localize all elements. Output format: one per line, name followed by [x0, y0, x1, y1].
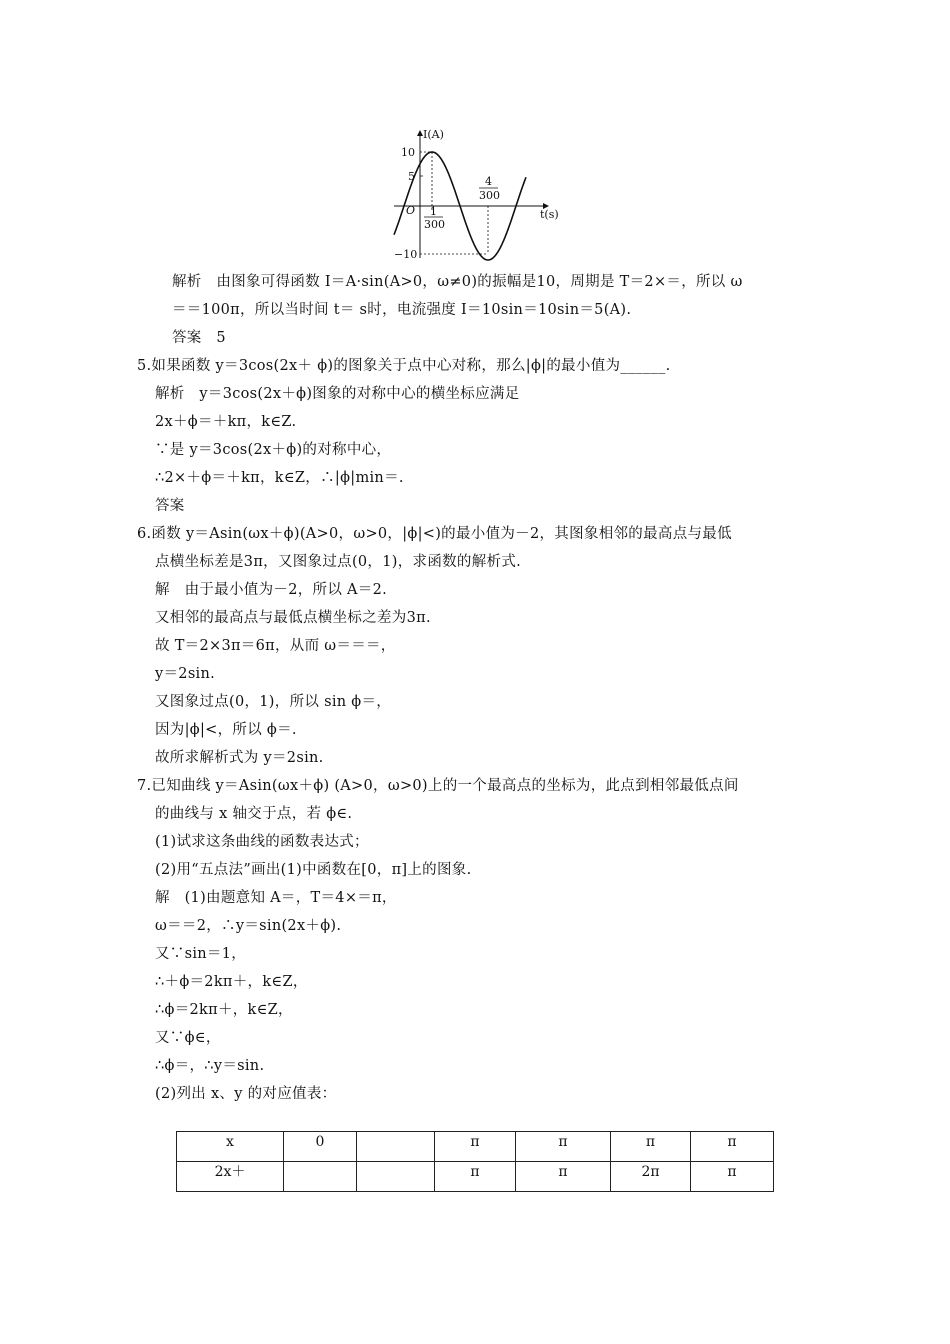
- text-line: 又图象过点(0，1)，所以 sin ϕ＝，: [155, 694, 392, 710]
- table-row: [177, 1162, 774, 1192]
- question-6: 6.函数 y＝Asin(ωx＋ϕ)(A>0，ω>0，|ϕ|<)的最小值为－2，其图象相邻的最高点与最低: [137, 526, 732, 542]
- text-line: 答案 5: [172, 330, 226, 346]
- x-mark-2-numerator: 4: [485, 175, 492, 188]
- text-line: 解析 y＝3cos(2x＋ϕ)图象的对称中心的横坐标应满足: [155, 386, 520, 402]
- text-line: ∴2×＋ϕ＝＋kπ，k∈Z，∴|ϕ|min＝.: [155, 470, 404, 486]
- text-line: 点横坐标差是3π，又图象过点(0，1)，求函数的解析式.: [155, 554, 522, 570]
- x-mark-1-numerator: 1: [430, 205, 437, 218]
- table-cell: 2x＋: [177, 1162, 284, 1192]
- text-line: ＝＝100π，所以当时间 t＝ s时，电流强度 I＝10sin＝10sin＝5(A).: [172, 302, 632, 318]
- x-mark-2-denominator: 300: [479, 189, 500, 202]
- table-cell: π: [516, 1132, 611, 1162]
- text-line: 又相邻的最高点与最低点横坐标之差为3π.: [155, 610, 431, 626]
- text-line: 的曲线与 x 轴交于点，若 ϕ∈.: [155, 806, 353, 822]
- table-cell: π: [691, 1162, 774, 1192]
- text-line: (1)试求这条曲线的函数表达式；: [155, 834, 369, 850]
- text-line: ∴＋ϕ＝2kπ＋，k∈Z，: [155, 974, 308, 990]
- text-line: ∵是 y＝3cos(2x＋ϕ)的对称中心，: [155, 442, 392, 458]
- table-cell: π: [611, 1132, 691, 1162]
- table-cell: [357, 1132, 435, 1162]
- table-cell: [357, 1162, 435, 1192]
- text-line: ∴ϕ＝2kπ＋，k∈Z，: [155, 1002, 293, 1018]
- text-line: 又∵sin＝1，: [155, 946, 247, 962]
- text-line: 2x＋ϕ＝＋kπ，k∈Z.: [155, 414, 297, 430]
- tick-label-10: 10: [401, 146, 415, 159]
- text-line: (2)列出 x、y 的对应值表：: [155, 1086, 337, 1102]
- question-7: 7.已知曲线 y＝Asin(ωx＋ϕ) (A>0，ω>0)上的一个最高点的坐标为，此点到相邻最低点间: [137, 778, 739, 794]
- tick-label-5: 5: [408, 170, 415, 183]
- text-line: y＝2sin.: [155, 666, 216, 682]
- table-cell: 0: [284, 1132, 357, 1162]
- sine-graph-svg: [386, 124, 566, 264]
- table-row: [177, 1132, 774, 1162]
- question-5: 5.如果函数 y＝3cos(2x＋ ϕ)的图象关于点中心对称，那么|ϕ|的最小值为______.: [137, 358, 671, 374]
- table-cell: 2π: [611, 1162, 691, 1192]
- table-cell: x: [177, 1132, 284, 1162]
- text-line: 因为|ϕ|<，所以 ϕ＝.: [155, 722, 297, 738]
- text-line: 答案: [155, 498, 185, 514]
- text-line: (2)用“五点法”画出(1)中函数在[0，π]上的图象.: [155, 862, 472, 878]
- table-cell: π: [691, 1132, 774, 1162]
- value-table: [176, 1131, 774, 1192]
- table-cell: [284, 1162, 357, 1192]
- current-time-graph: [386, 124, 566, 264]
- x-axis-label: t(s): [540, 208, 559, 221]
- text-line: 又∵ϕ∈，: [155, 1030, 221, 1046]
- origin-label: O: [406, 204, 416, 217]
- text-line: 故 T＝2×3π＝6π，从而 ω＝＝＝，: [155, 638, 396, 654]
- text-line: 解析 由图象可得函数 I＝A·sin(A>0，ω≠0)的振幅是10，周期是 T＝2×＝，所以 ω: [172, 274, 743, 290]
- text-line: ω＝＝2，∴y＝sin(2x＋ϕ).: [155, 918, 342, 934]
- x-mark-1-denominator: 300: [424, 218, 445, 231]
- y-axis-label: I(A): [423, 128, 444, 141]
- tick-label-minus10: −10: [394, 248, 418, 261]
- table-cell: π: [516, 1162, 611, 1192]
- table-cell: π: [435, 1162, 516, 1192]
- table-cell: π: [435, 1132, 516, 1162]
- text-line: 故所求解析式为 y＝2sin.: [155, 750, 324, 766]
- text-line: 解 (1)由题意知 A＝，T＝4×＝π，: [155, 890, 397, 906]
- text-line: ∴ϕ＝，∴y＝sin.: [155, 1058, 265, 1074]
- text-line: 解 由于最小值为－2，所以 A＝2.: [155, 582, 388, 598]
